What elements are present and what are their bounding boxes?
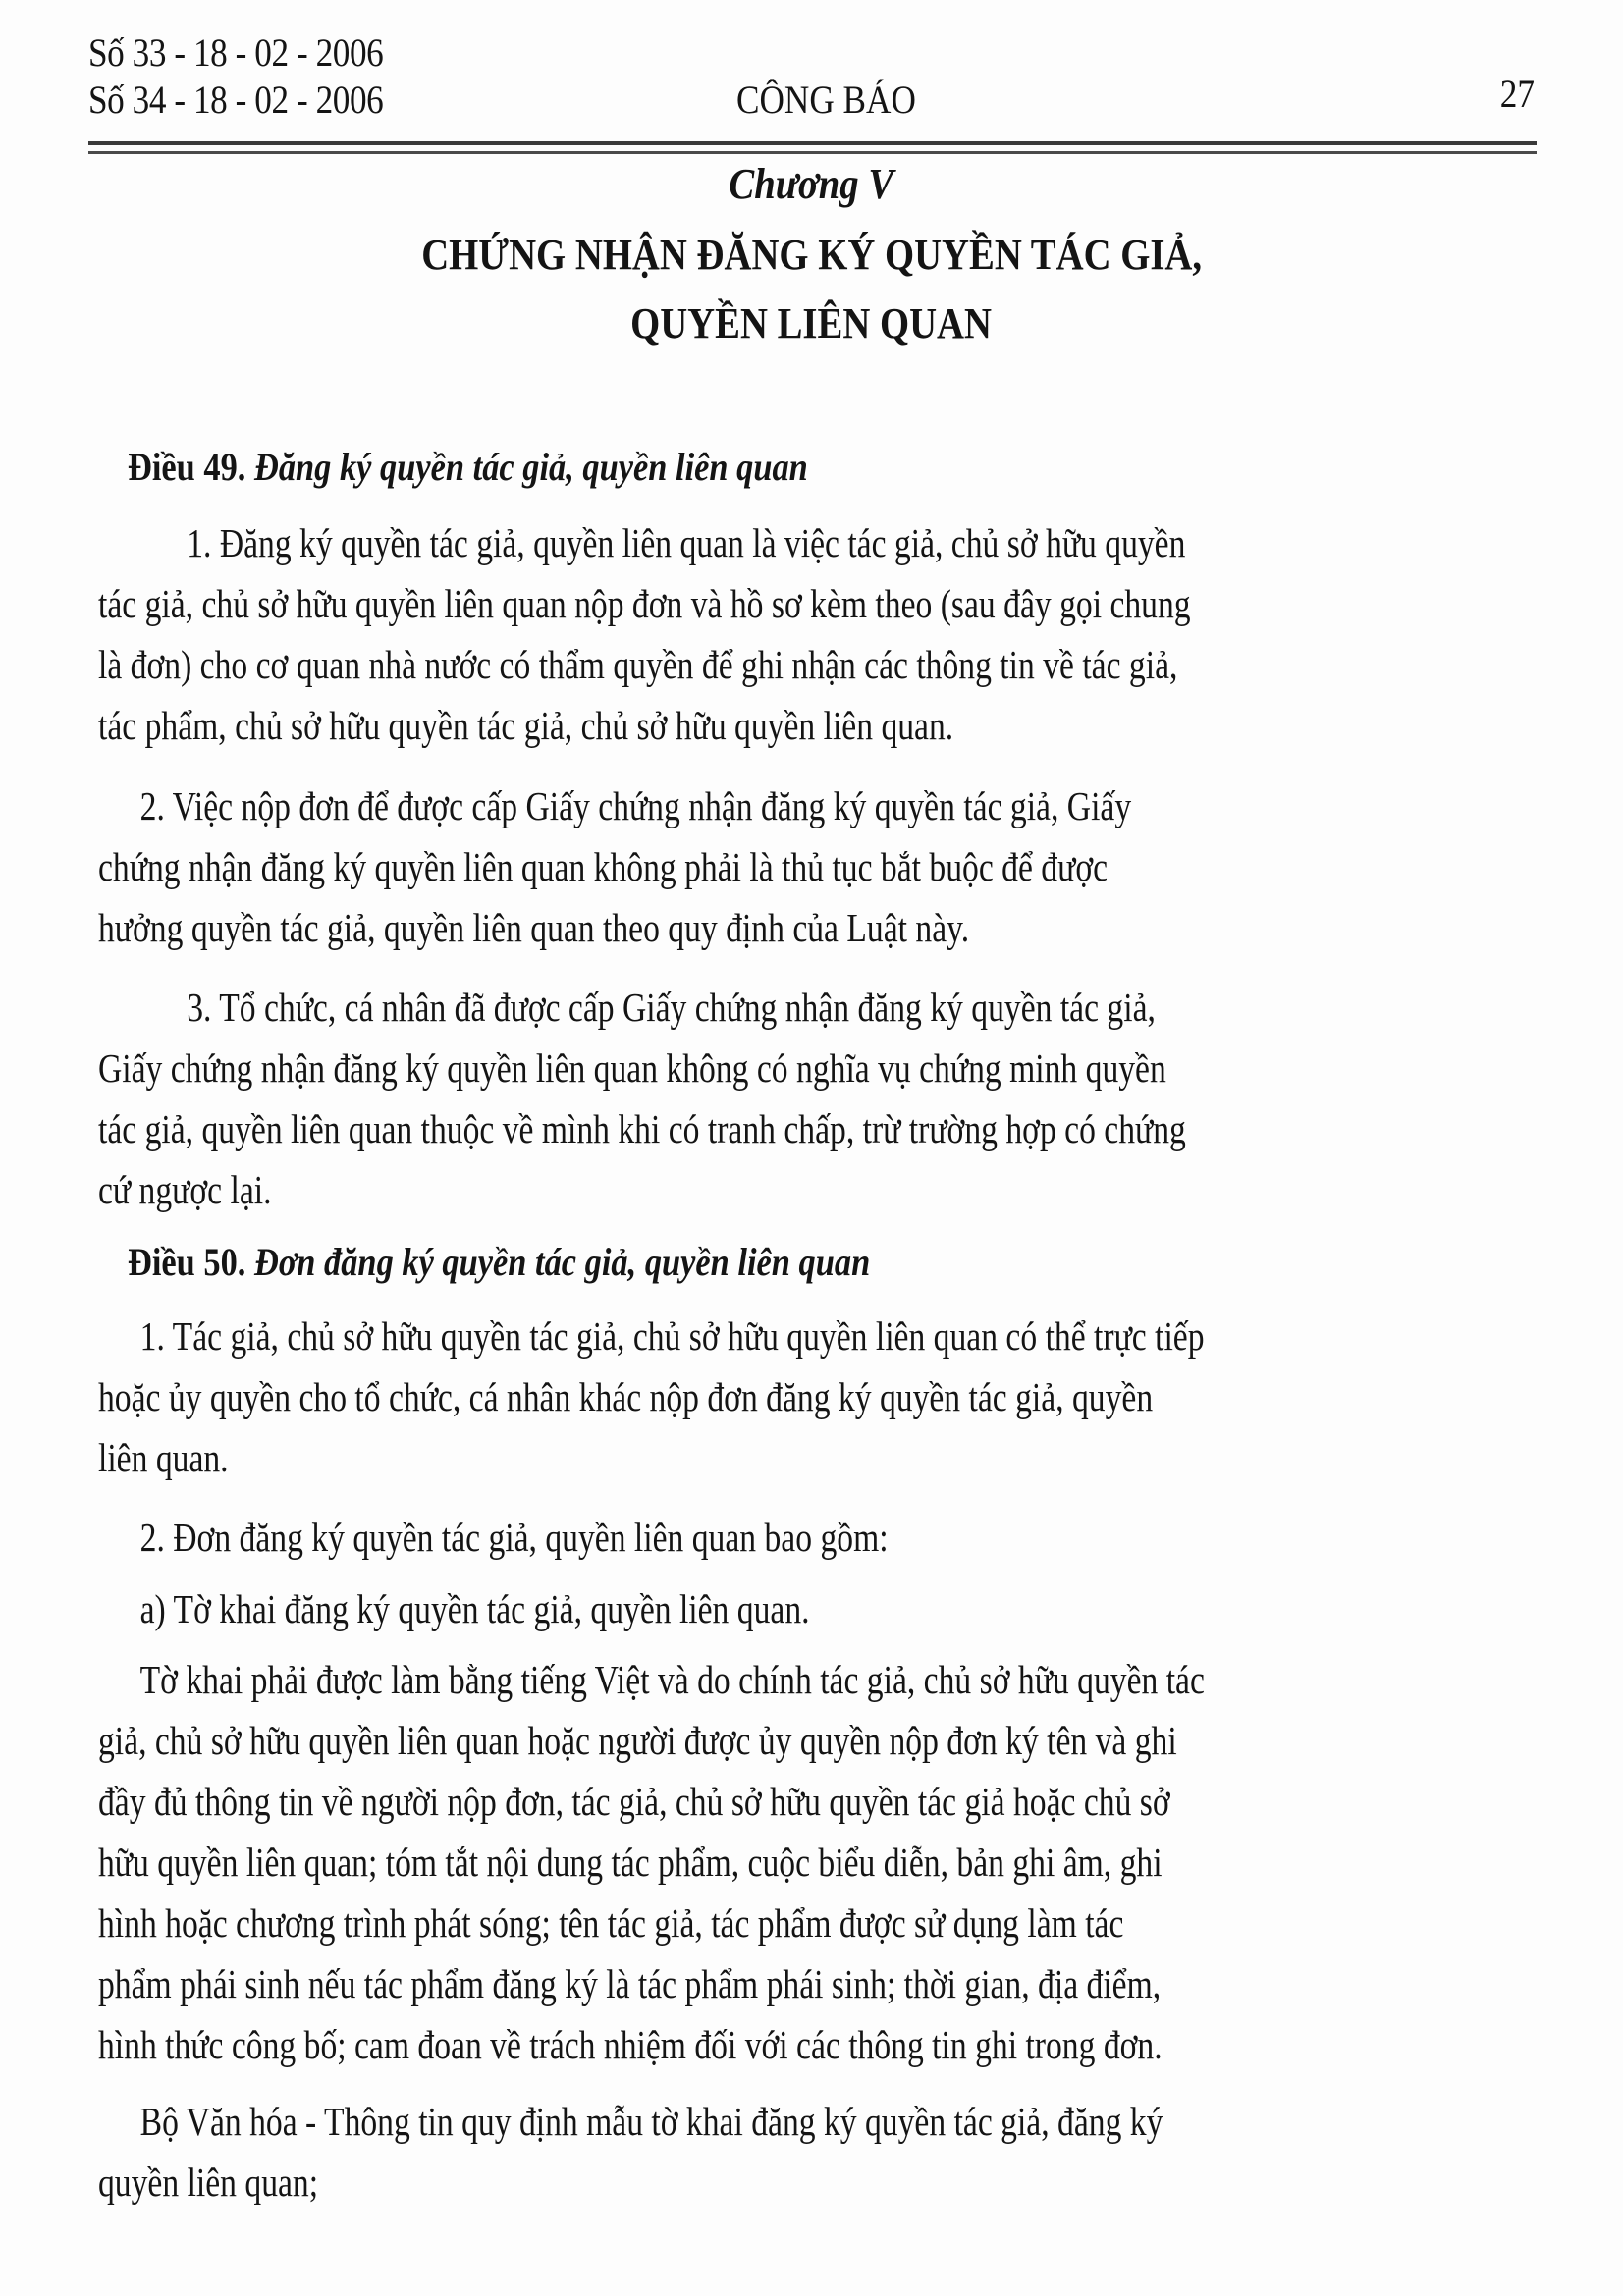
text-line: a) Tờ khai đăng ký quyền tác giả, quyền liên quan. — [139, 1586, 810, 1631]
publication-title: CÔNG BÁO — [736, 78, 916, 122]
text-line: hình thức công bố; cam đoan về trách nhiệm đối với các thông tin ghi trong đơn. — [98, 2022, 1163, 2067]
text-line: Bộ Văn hóa - Thông tin quy định mẫu tờ khai đăng ký quyền tác giả, đăng ký — [139, 2099, 1163, 2144]
text-line: liên quan. — [98, 1435, 229, 1480]
article-50-ministry-note — [98, 2091, 1396, 2213]
chapter-title-line: CHỨNG NHẬN ĐĂNG KÝ QUYỀN TÁC GIẢ, — [421, 231, 1202, 279]
article-50-clause-1 — [98, 1306, 1447, 1488]
article-50-clause-2 — [98, 1507, 1061, 1568]
text-line: hình hoặc chương trình phát sóng; tên tác giả, tác phẩm được sử dụng làm tác — [98, 1900, 1124, 1946]
article-title: Đơn đăng ký quyền tác giả, quyền liên quan — [254, 1240, 871, 1284]
text-line: 2. Đơn đăng ký quyền tác giả, quyền liên quan bao gồm: — [139, 1515, 889, 1560]
text-line: phẩm phái sinh nếu tác phẩm đăng ký là tác phẩm phái sinh; thời gian, địa điểm, — [98, 1961, 1162, 2006]
text-line: cứ ngược lại. — [98, 1167, 272, 1212]
article-49-clause-2 — [98, 775, 1358, 958]
text-line: 1. Đăng ký quyền tác giả, quyền liên quan là việc tác giả, chủ sở hữu quyền — [187, 520, 1186, 565]
page-number: 27 — [1499, 72, 1535, 116]
text-line: hưởng quyền tác giả, quyền liên quan theo quy định của Luật này. — [98, 905, 970, 950]
issue-line: Số 33 - 18 - 02 - 2006 — [88, 30, 384, 75]
text-line: tác phẩm, chủ sở hữu quyền tác giả, chủ sở hữu quyền liên quan. — [98, 703, 954, 748]
article-number: Điều 49. — [128, 445, 246, 489]
issue-numbers — [88, 29, 383, 124]
issue-line: Số 34 - 18 - 02 - 2006 — [88, 78, 384, 122]
text-line: 1. Tác giả, chủ sở hữu quyền tác giả, chủ sở hữu quyền liên quan có thể trực tiếp — [139, 1313, 1205, 1359]
text-line: 2. Việc nộp đơn để được cấp Giấy chứng nhận đăng ký quyền tác giả, Giấy — [139, 783, 1132, 828]
article-50-heading — [128, 1239, 870, 1285]
chapter-label: Chương V — [729, 160, 894, 208]
header-rule-top — [88, 141, 1537, 145]
text-line: hữu quyền liên quan; tóm tắt nội dung tác phẩm, cuộc biểu diễn, bản ghi âm, ghi — [98, 1840, 1163, 1885]
text-line: Tờ khai phải được làm bằng tiếng Việt và do chính tác giả, chủ sở hữu quyền tác — [139, 1657, 1205, 1702]
article-49-clause-3 — [98, 977, 1425, 1220]
page-header — [88, 29, 1537, 137]
text-line: tác giả, quyền liên quan thuộc về mình khi có tranh chấp, trừ trường hợp có chứng — [98, 1106, 1186, 1151]
article-49-clause-1 — [98, 512, 1431, 756]
chapter-title-line: QUYỀN LIÊN QUAN — [630, 299, 993, 347]
article-title: Đăng ký quyền tác giả, quyền liên quan — [254, 445, 808, 489]
article-49-heading — [128, 444, 808, 490]
header-rule-bottom — [88, 151, 1537, 154]
text-line: giả, chủ sở hữu quyền liên quan hoặc người được ủy quyền nộp đơn ký tên và ghi — [98, 1718, 1177, 1763]
text-line: 3. Tổ chức, cá nhân đã được cấp Giấy chứng nhận đăng ký quyền tác giả, — [187, 985, 1156, 1030]
text-line: là đơn) cho cơ quan nhà nước có thẩm quyền để ghi nhận các thông tin về tác giả, — [98, 642, 1178, 687]
text-line: hoặc ủy quyền cho tổ chức, cá nhân khác nộp đơn đăng ký quyền tác giả, quyền — [98, 1374, 1154, 1419]
text-line: đầy đủ thông tin về người nộp đơn, tác giả, chủ sở hữu quyền tác giả hoặc chủ sở — [98, 1779, 1170, 1824]
article-50-item-a — [98, 1578, 966, 1639]
text-line: tác giả, chủ sở hữu quyền liên quan nộp đơn và hồ sơ kèm theo (sau đây gọi chung — [98, 581, 1191, 626]
text-line: Giấy chứng nhận đăng ký quyền liên quan không có nghĩa vụ chứng minh quyền — [98, 1045, 1166, 1091]
text-line: quyền liên quan; — [98, 2160, 319, 2205]
article-50-declaration-requirements — [98, 1649, 1447, 2075]
chapter-title — [0, 221, 1623, 358]
text-line: chứng nhận đăng ký quyền liên quan không phải là thủ tục bắt buộc để được — [98, 844, 1109, 889]
article-number: Điều 50. — [128, 1240, 246, 1284]
